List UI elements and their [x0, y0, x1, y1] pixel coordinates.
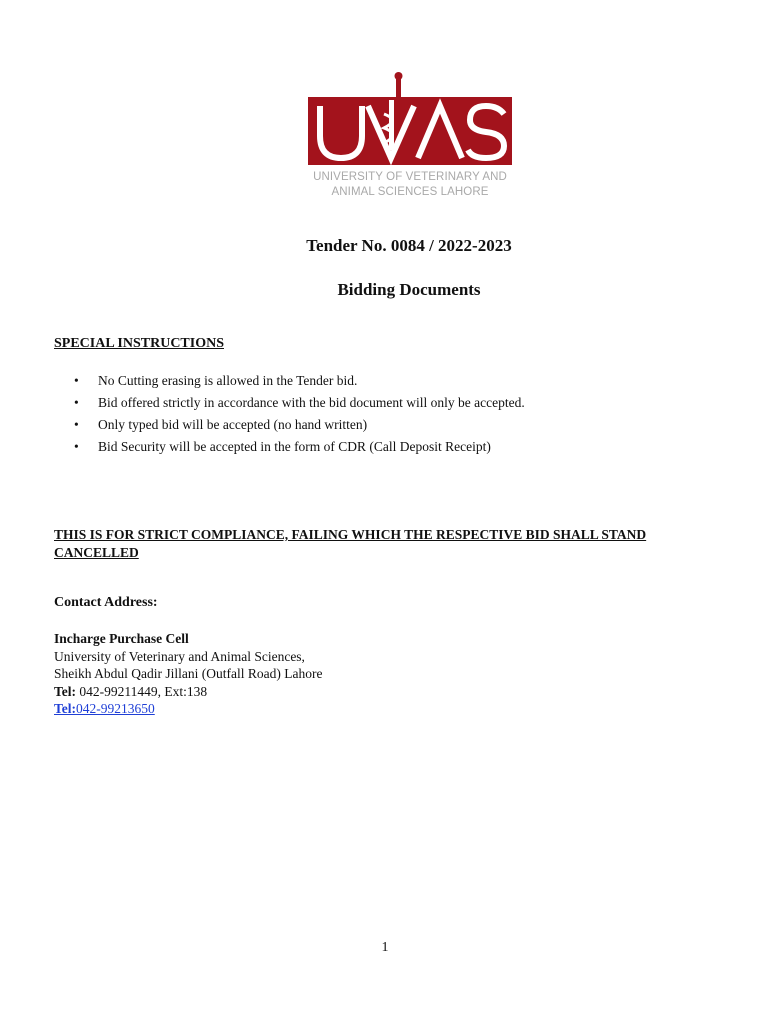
contact-org: University of Veterinary and Animal Sciences, — [54, 648, 305, 664]
list-item — [54, 436, 525, 458]
list-item — [54, 392, 525, 414]
instructions-list — [54, 370, 525, 458]
logo-text-line2: ANIMAL SCIENCES LAHORE — [331, 186, 489, 198]
special-instructions-heading: SPECIAL INSTRUCTIONS — [54, 336, 224, 351]
list-item-text: Only typed bid will be accepted (no hand written) — [98, 417, 368, 432]
bullet-icon: • — [74, 439, 79, 454]
compliance-warning: THIS IS FOR STRICT COMPLIANCE, FAILING WHICH THE RESPECTIVE BID SHALL STAND CANCELLED — [54, 527, 647, 560]
logo-wordmark-graphic — [308, 70, 514, 170]
list-item-text: No Cutting erasing is allowed in the Tender bid. — [98, 373, 358, 388]
list-item-text: Bid offered strictly in accordance with the bid document will only be accepted. — [98, 395, 525, 410]
contact-heading: Contact Address: — [54, 595, 158, 610]
list-item — [54, 370, 525, 392]
list-item — [54, 414, 525, 436]
contact-address — [54, 630, 322, 718]
document-subtitle: Bidding Documents — [337, 280, 481, 299]
bullet-icon: • — [74, 417, 79, 432]
contact-name: Incharge Purchase Cell — [54, 631, 189, 646]
tel-label: Tel: — [54, 683, 77, 699]
bullet-icon: • — [74, 373, 79, 388]
tel-link[interactable] — [54, 701, 155, 716]
tel-link-label: Tel: — [54, 701, 77, 716]
page-number: 1 — [381, 940, 389, 955]
contact-street: Sheikh Abdul Qadir Jillani (Outfall Road) Lahore — [54, 666, 323, 681]
tender-title: Tender No. 0084 / 2022-2023 — [306, 236, 512, 255]
tel-link-number: 042-99213650 — [76, 701, 155, 716]
bullet-icon: • — [74, 395, 79, 410]
university-logo — [308, 70, 514, 202]
tel-number: 042-99211449, Ext:138 — [76, 683, 208, 699]
logo-text-line1: UNIVERSITY OF VETERINARY AND — [313, 171, 507, 183]
list-item-text: Bid Security will be accepted in the form of CDR (Call Deposit Receipt) — [98, 439, 491, 454]
